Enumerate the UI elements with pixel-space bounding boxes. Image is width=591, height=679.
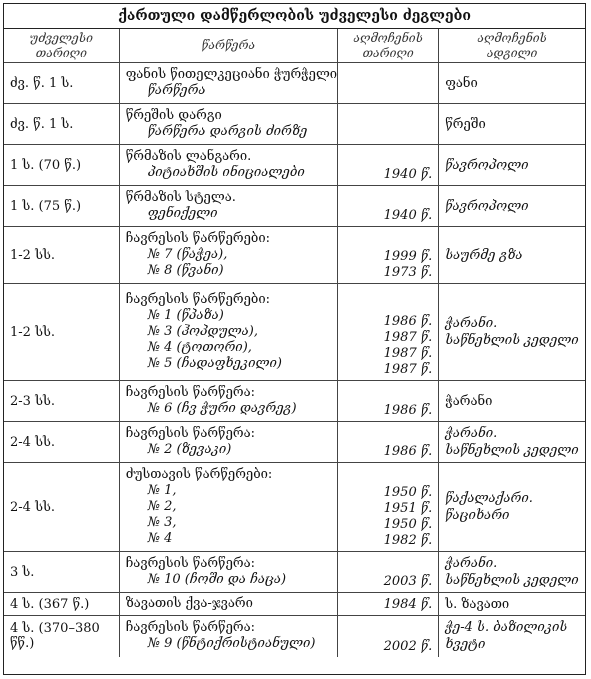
table-row bbox=[4, 186, 585, 227]
table-row bbox=[4, 616, 585, 657]
text-line: ჩავრესის წარწერა: bbox=[125, 385, 256, 400]
text-line: წრმაზის სტელა. bbox=[125, 190, 236, 205]
text-line: ზავათის ქვა-ჯვარი bbox=[125, 596, 253, 611]
text-line: № 1, bbox=[147, 483, 177, 498]
cell-discovery-place bbox=[439, 616, 585, 657]
year-line: 1950 წ. bbox=[383, 517, 433, 532]
text-line: ჩავრესის წარწერა: bbox=[125, 426, 256, 441]
text-line: № 2, bbox=[147, 499, 177, 514]
year-line: 1973 წ. bbox=[383, 265, 433, 280]
year-line: 1950 წ. bbox=[383, 485, 433, 500]
cell-text bbox=[119, 145, 337, 186]
year-line: 1986 წ. bbox=[383, 403, 433, 418]
header-row bbox=[4, 29, 585, 63]
cell-discovery-place bbox=[439, 381, 585, 422]
cell-date: 2-4 სს. bbox=[4, 422, 119, 463]
monuments-table-frame bbox=[3, 3, 586, 675]
cell-discovery-place bbox=[439, 186, 585, 227]
text-line: № 1 (წპაზა) bbox=[147, 308, 224, 323]
year-line: 1987 წ. bbox=[383, 362, 433, 377]
cell-text bbox=[119, 227, 337, 284]
text-line: № 8 (წვანი) bbox=[147, 263, 224, 278]
table-row bbox=[4, 593, 585, 616]
place-line: ჭე-4 ს. ბაზილიკის bbox=[445, 620, 568, 636]
cell-text bbox=[119, 381, 337, 422]
cell-date: 4 ს. (370–380 წწ.) bbox=[4, 616, 119, 657]
place-line: ს. ზავათი bbox=[445, 596, 510, 612]
table-row bbox=[4, 145, 585, 186]
header-discovery-place: აღმოჩენის ადგილი bbox=[439, 29, 585, 63]
cell-text bbox=[119, 104, 337, 145]
cell-discovery-place bbox=[439, 63, 585, 104]
cell-text bbox=[119, 186, 337, 227]
year-line: 1986 წ. bbox=[383, 444, 433, 459]
header-text: წარწერა bbox=[119, 29, 337, 63]
place-line: ფანი bbox=[445, 75, 478, 91]
cell-date: ძვ. წ. 1 ს. bbox=[4, 63, 119, 104]
cell-date: 1 ს. (75 წ.) bbox=[4, 186, 119, 227]
text-line: № 7 (წაჭეა), bbox=[147, 247, 228, 262]
cell-discovery-date bbox=[338, 284, 439, 381]
cell-date: 3 ს. bbox=[4, 552, 119, 593]
text-line: ჩავრესის წარწერები: bbox=[125, 292, 270, 307]
cell-text bbox=[119, 422, 337, 463]
table-row bbox=[4, 227, 585, 284]
cell-discovery-place bbox=[439, 422, 585, 463]
text-line: წრეშის დარგი bbox=[125, 108, 222, 123]
year-line: 1999 წ. bbox=[383, 249, 433, 264]
text-line: № 6 (ჩვ ჭური დავრეგ) bbox=[147, 401, 297, 416]
cell-discovery-place bbox=[439, 284, 585, 381]
text-line: № 3 (ჰოპდულა), bbox=[147, 324, 258, 339]
year-line: 1940 წ. bbox=[383, 167, 433, 182]
text-line: ძუსთავის წარწერები: bbox=[125, 467, 273, 482]
place-line: საწნეხლის კედელი bbox=[445, 443, 579, 458]
cell-discovery-date bbox=[338, 422, 439, 463]
cell-date: 2-4 სს. bbox=[4, 463, 119, 552]
text-line: წარწერა bbox=[147, 83, 206, 98]
text-line: ჩავრესის წარწერა: bbox=[125, 620, 256, 636]
place-line: საურმე გზა bbox=[445, 247, 523, 263]
cell-discovery-place bbox=[439, 145, 585, 186]
text-line: ჩავრესის წარწერები: bbox=[125, 231, 270, 246]
table-row bbox=[4, 104, 585, 145]
cell-text bbox=[119, 552, 337, 593]
header-date: უძველესი თარიღი bbox=[4, 29, 119, 63]
table-row bbox=[4, 284, 585, 381]
cell-discovery-place bbox=[439, 552, 585, 593]
cell-discovery-place bbox=[439, 227, 585, 284]
cell-discovery-date bbox=[338, 145, 439, 186]
place-line: საწნეხლის კედელი bbox=[445, 573, 579, 588]
cell-text bbox=[119, 463, 337, 552]
year-line: 1951 წ. bbox=[383, 501, 433, 516]
monuments-table bbox=[4, 29, 585, 657]
cell-date: 1-2 სს. bbox=[4, 227, 119, 284]
place-line: წაქალაქარი. bbox=[445, 491, 533, 506]
text-line: № 10 (ჩოში და ჩაცა) bbox=[147, 572, 287, 587]
cell-discovery-date bbox=[338, 616, 439, 657]
year-line: 1986 წ. bbox=[383, 314, 433, 329]
text-line: წარწერა დარგის ძირზე bbox=[147, 124, 308, 139]
cell-text bbox=[119, 284, 337, 381]
text-line: პიტიახშის ინიციალები bbox=[147, 165, 305, 180]
cell-text bbox=[119, 593, 337, 616]
year-line: 1940 წ. bbox=[383, 208, 433, 223]
table-row bbox=[4, 63, 585, 104]
place-line: ჭარანი bbox=[445, 393, 493, 409]
cell-discovery-date bbox=[338, 552, 439, 593]
year-line: 2003 წ. bbox=[383, 574, 433, 589]
cell-date: 1-2 სს. bbox=[4, 284, 119, 381]
cell-text bbox=[119, 63, 337, 104]
year-line: 2002 წ. bbox=[383, 638, 433, 654]
cell-discovery-date bbox=[338, 463, 439, 552]
place-line: წაციხარი bbox=[445, 508, 510, 523]
text-line: № 9 (წნტიქრისტიანული) bbox=[147, 636, 316, 652]
cell-discovery-place bbox=[439, 104, 585, 145]
text-line: № 2 (ზევაკი) bbox=[147, 442, 232, 457]
text-line: № 4 (ტოთორი), bbox=[147, 340, 252, 355]
place-line: წავროპოლი bbox=[445, 157, 529, 173]
place-line: წრეში bbox=[445, 116, 486, 132]
cell-discovery-place bbox=[439, 463, 585, 552]
cell-discovery-date bbox=[338, 63, 439, 104]
cell-discovery-date bbox=[338, 381, 439, 422]
place-line: საწნეხლის კედელი bbox=[445, 333, 579, 348]
header-discovery-date: აღმოჩენის თარიღი bbox=[338, 29, 439, 63]
cell-discovery-date bbox=[338, 593, 439, 616]
year-line: 1984 წ. bbox=[383, 597, 433, 612]
cell-date: 2-3 სს. bbox=[4, 381, 119, 422]
table-title: ქართული დამწერლობის უძველესი ძეგლები bbox=[4, 4, 585, 29]
text-line: № 4 bbox=[147, 531, 173, 546]
cell-date: 4 ს. (367 წ.) bbox=[4, 593, 119, 616]
text-line: წრმაზის ლანგარი. bbox=[125, 149, 252, 164]
table-row bbox=[4, 422, 585, 463]
cell-discovery-date bbox=[338, 104, 439, 145]
place-line: ჭარანი. bbox=[445, 426, 498, 441]
place-line: ხვეტი bbox=[445, 637, 486, 653]
year-line: 1982 წ. bbox=[383, 533, 433, 548]
place-line: ჭარანი. bbox=[445, 556, 498, 571]
table-row bbox=[4, 463, 585, 552]
cell-date: ძვ. წ. 1 ს. bbox=[4, 104, 119, 145]
year-line: 1987 წ. bbox=[383, 330, 433, 345]
year-line: 1987 წ. bbox=[383, 346, 433, 361]
text-line: ჩავრესის წარწერა: bbox=[125, 556, 256, 571]
text-line: ფენიქელი bbox=[147, 206, 218, 221]
text-line: № 3, bbox=[147, 515, 177, 530]
cell-discovery-date bbox=[338, 186, 439, 227]
cell-discovery-place bbox=[439, 593, 585, 616]
cell-text bbox=[119, 616, 337, 657]
cell-date: 1 ს. (70 წ.) bbox=[4, 145, 119, 186]
text-line: ფანის წითელკეციანი ჭურჭელი bbox=[125, 67, 338, 82]
cell-discovery-date bbox=[338, 227, 439, 284]
table-row bbox=[4, 552, 585, 593]
table-row bbox=[4, 381, 585, 422]
place-line: წავროპოლი bbox=[445, 198, 529, 214]
place-line: ჭარანი. bbox=[445, 316, 498, 331]
text-line: № 5 (ჩადაფხეკილი) bbox=[147, 356, 282, 371]
